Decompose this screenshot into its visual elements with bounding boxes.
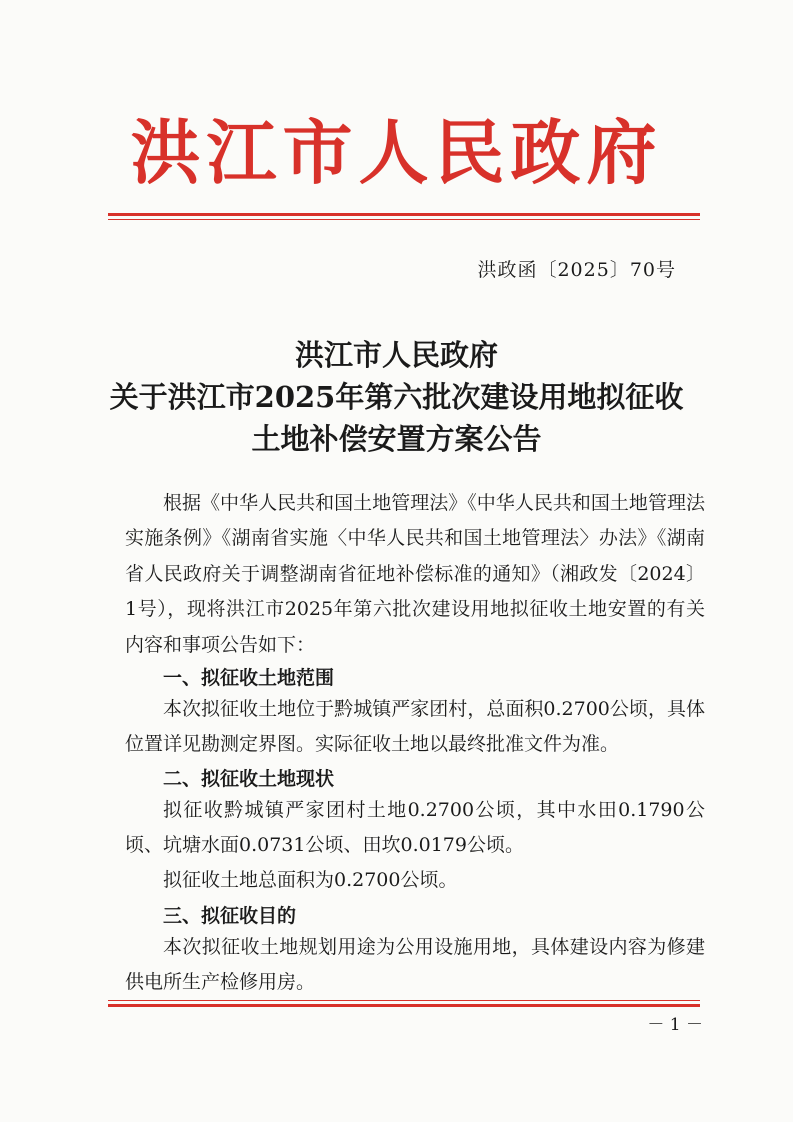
title-line-3: 土地补偿安置方案公告 — [251, 422, 542, 456]
footer-rule-thick — [108, 1004, 700, 1007]
footer-rule-thin — [108, 1000, 700, 1001]
section-3-paragraph: 本次拟征收土地规划用途为公用设施用地，具体建设内容为修建供电所生产检修用房。 — [125, 936, 705, 994]
section-2-heading: 二、拟征收土地现状 — [163, 768, 335, 790]
document-number: 洪政函〔2025〕70号 — [477, 259, 676, 281]
masthead-rule-thin — [108, 219, 700, 220]
title-line-2: 关于洪江市2025年第六批次建设用地拟征收 — [109, 380, 684, 414]
page-number: － 1 － — [647, 1015, 703, 1035]
intro-paragraph: 根据《中华人民共和国土地管理法》《中华人民共和国土地管理法实施条例》《湖南省实施〈中华人民共和国土地管理法〉办法》《湖南省人民政府关于调整湖南省征地补偿标准的通知》（湘政发〔2024〕1号），现将洪江市2025年第六批次建设用地拟征收土地安置的有关内容和事项公告如下： — [125, 492, 705, 656]
section-2-paragraph-2: 拟征收土地总面积为0.2700公顷。 — [163, 869, 458, 891]
section-1-paragraph: 本次拟征收土地位于黔城镇严家团村，总面积0.2700公顷，具体位置详见勘测定界图。实际征收土地以最终批准文件为准。 — [125, 698, 705, 756]
masthead-org-name: 洪江市人民政府 — [130, 111, 663, 194]
section-3-heading: 三、拟征收目的 — [163, 905, 297, 927]
section-2-paragraph-1: 拟征收黔城镇严家团村土地0.2700公顷，其中水田0.1790公顷、坑塘水面0.0731公顷、田坎0.0179公顷。 — [125, 799, 705, 857]
masthead-rule-thick — [108, 213, 700, 216]
section-1-heading: 一、拟征收土地范围 — [163, 667, 335, 689]
title-line-1: 洪江市人民政府 — [294, 338, 498, 372]
